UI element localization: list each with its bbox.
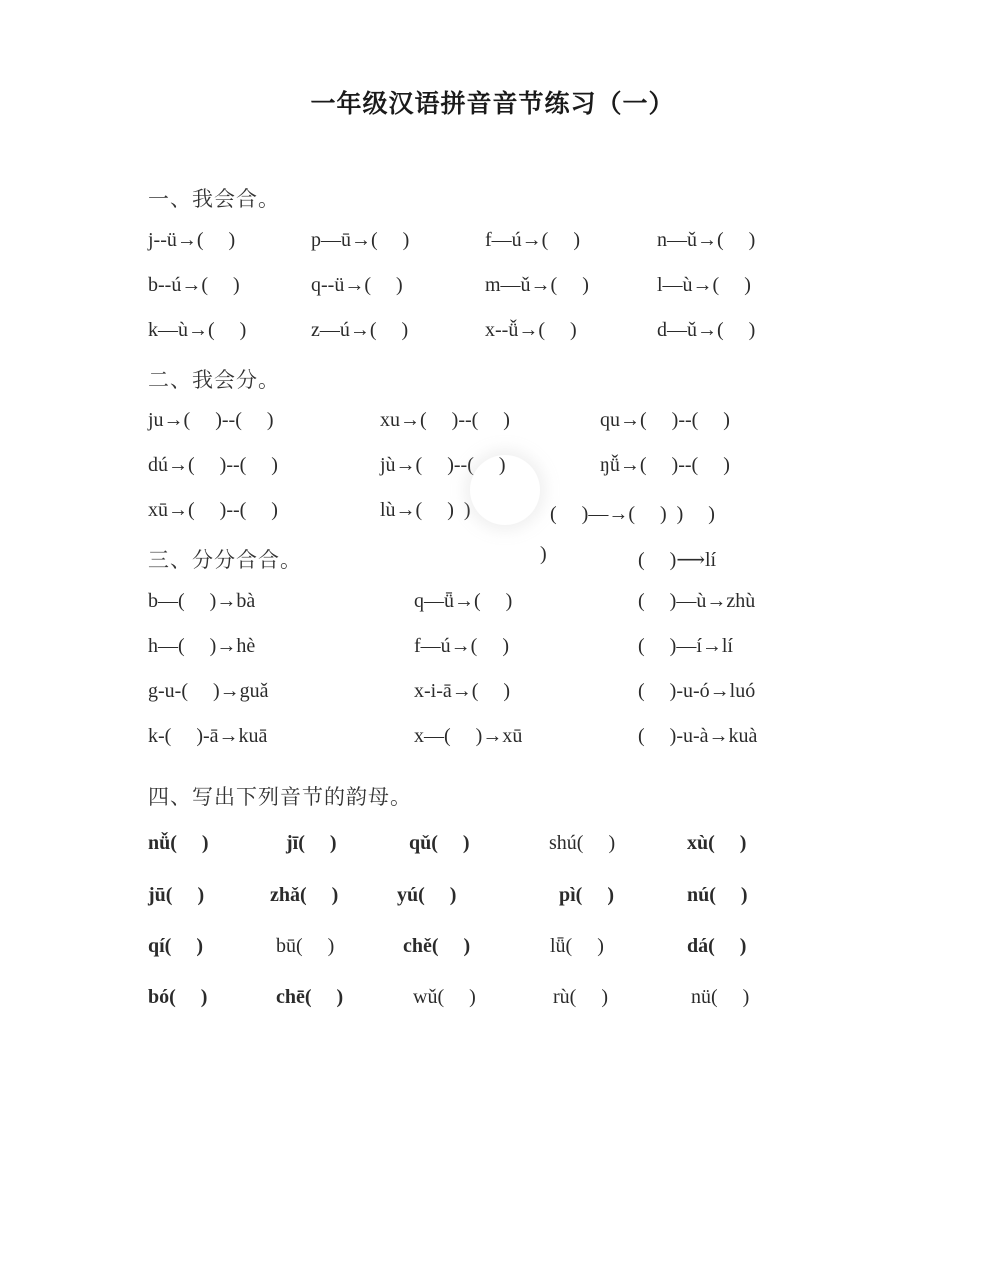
exercise-3-3-2[interactable]: x-i-ā→( ) — [414, 680, 511, 702]
exercise-4-4-4[interactable]: rù( ) — [553, 986, 608, 1008]
exercise-1-1-4[interactable]: n—ǔ→( ) — [657, 229, 756, 251]
exercise-4-4-5[interactable]: nü( ) — [691, 986, 750, 1008]
section-3-heading: 三、分分合合。 — [148, 548, 302, 572]
exercise-3-0-3[interactable]: ( )⟶lí — [638, 549, 717, 571]
exercise-2-3-2[interactable]: lù→( ) ) — [380, 499, 471, 521]
exercise-4-4-3[interactable]: wǔ( ) — [413, 986, 476, 1008]
exercise-4-2-5[interactable]: nú( ) — [687, 884, 748, 906]
exercise-2-2-2[interactable]: jù→( )--( ) — [380, 454, 506, 476]
exercise-4-1-4[interactable]: shú( ) — [549, 832, 616, 854]
section-2-heading: 二、我会分。 — [148, 368, 280, 392]
exercise-4-3-4[interactable]: lǖ( ) — [550, 935, 604, 957]
exercise-3-2-2[interactable]: f—ú→( ) — [414, 635, 509, 657]
exercise-3-4-1[interactable]: k-( )-ā→kuā — [148, 725, 268, 747]
exercise-1-1-1[interactable]: j--ü→( ) — [148, 229, 236, 251]
section-4-heading: 四、写出下列音节的韵母。 — [148, 785, 412, 809]
section-1-heading: 一、我会合。 — [148, 187, 280, 211]
exercise-2-2-1[interactable]: dú→( )--( ) — [148, 454, 278, 476]
exercise-4-2-2[interactable]: zhǎ( ) — [270, 884, 339, 906]
exercise-1-3-4[interactable]: d—ǔ→( ) — [657, 319, 756, 341]
exercise-4-3-2[interactable]: bū( ) — [276, 935, 335, 957]
exercise-3-1-3[interactable]: ( )—ù→zhù — [638, 590, 756, 612]
exercise-3-2-3[interactable]: ( )—í→lí — [638, 635, 733, 657]
exercise-3-3-3[interactable]: ( )-u-ó→luó — [638, 680, 756, 702]
exercise-2-3-1[interactable]: xū→( )--( ) — [148, 499, 278, 521]
exercise-2-1-2[interactable]: xu→( )--( ) — [380, 409, 510, 431]
stray-paren: ) — [540, 543, 547, 565]
exercise-1-2-1[interactable]: b--ú→( ) — [148, 274, 240, 296]
exercise-2-3-3[interactable]: ( )—→( ) ) ) — [550, 503, 715, 525]
exercise-2-1-3[interactable]: qu→( )--( ) — [600, 409, 730, 431]
exercise-1-1-2[interactable]: p—ū→( ) — [311, 229, 410, 251]
exercise-4-1-3[interactable]: qǔ( ) — [409, 832, 470, 854]
page-title: 一年级汉语拼音音节练习（一） — [310, 89, 675, 118]
exercise-3-2-1[interactable]: h—( )→hè — [148, 635, 256, 657]
exercise-4-3-5[interactable]: dá( ) — [687, 935, 747, 957]
exercise-4-3-1[interactable]: qí( ) — [148, 935, 203, 957]
exercise-4-4-1[interactable]: bó( ) — [148, 986, 208, 1008]
exercise-4-2-1[interactable]: jū( ) — [148, 884, 205, 906]
exercise-1-2-2[interactable]: q--ü→( ) — [311, 274, 403, 296]
exercise-1-2-3[interactable]: m—ǔ→( ) — [485, 274, 589, 296]
exercise-4-2-3[interactable]: yú( ) — [397, 884, 457, 906]
exercise-1-3-2[interactable]: z—ú→( ) — [311, 319, 409, 341]
exercise-2-1-1[interactable]: ju→( )--( ) — [148, 409, 274, 431]
exercise-3-1-2[interactable]: q—ǖ→( ) — [414, 590, 513, 612]
exercise-3-4-3[interactable]: ( )-u-à→kuà — [638, 725, 758, 747]
exercise-4-1-2[interactable]: jī( ) — [286, 832, 337, 854]
exercise-3-3-1[interactable]: g-u-( )→guǎ — [148, 680, 269, 702]
exercise-3-4-2[interactable]: x—( )→xū — [414, 725, 523, 747]
exercise-1-3-1[interactable]: k—ù→( ) — [148, 319, 247, 341]
exercise-2-2-3[interactable]: ŋǚ→( )--( ) — [600, 454, 730, 476]
exercise-4-2-4[interactable]: pì( ) — [559, 884, 614, 906]
exercise-4-4-2[interactable]: chē( ) — [276, 986, 344, 1008]
exercise-4-3-3[interactable]: chě( ) — [403, 935, 471, 957]
exercise-3-1-1[interactable]: b—( )→bà — [148, 590, 256, 612]
exercise-1-1-3[interactable]: f—ú→( ) — [485, 229, 580, 251]
exercise-1-2-4[interactable]: l—ù→( ) — [657, 274, 751, 296]
exercise-1-3-3[interactable]: x--ǚ→( ) — [485, 319, 577, 341]
exercise-4-1-1[interactable]: nǚ( ) — [148, 832, 209, 854]
exercise-4-1-5[interactable]: xù( ) — [687, 832, 747, 854]
